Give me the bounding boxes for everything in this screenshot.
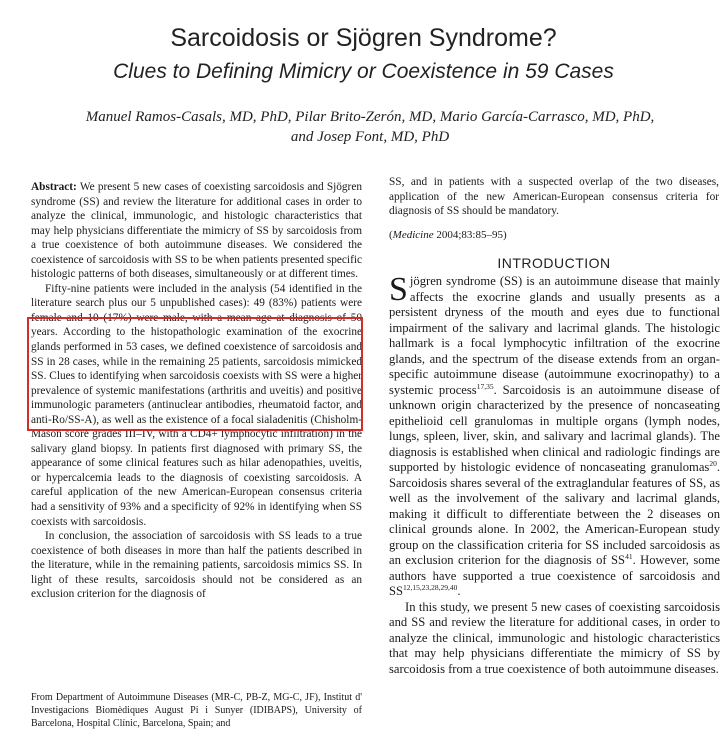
intro-text-e: . [457,584,461,598]
author-list [40,107,700,147]
citation-journal: Medicine [392,229,434,241]
introduction-paragraph-2: In this study, we present 5 new cases of coexisting sarcoidosis and SS and review the literature for additional cases, in order to analyze the clinical, immunologic and histologic characteristics that may help physicians differentiate the mimicry of SS by sarcoidosis from a true coexistence of both autoimmune diseases. [389,599,720,676]
article-title: Sarcoidosis or Sjögren Syndrome? [170,24,557,52]
introduction-paragraph-1 [389,271,720,600]
abstract-paragraph-3: In conclusion, the association of sarcoidosis with SS leads to a true coexistence of both diseases in more than half the patients described in the literature, while in the remaining patients, sarcoidosis mimics SS. In light of these results, sarcoidosis should not be considered as an exclusion criterion for the diagnosis of [31,530,362,601]
abstract-continued-text: SS, and in patients with a suspected overlap of the two diseases, application of the new American-European consensus criteria for diagnosis of SS should be mandatory. [389,176,719,217]
drop-cap: S [389,271,408,308]
reference-41[interactable]: 41 [625,551,633,561]
intro-text-b: . Sarcoidosis is an autoimmune disease of unknown origin characterized by the presence of noncaseating epithelioid cell granulomas in multiple organs (lymph nodes, lungs, spleen, liver, skin, and salivary and lacrimal glands). The diagnosis is established when clinical and radiologic findings are supported by histologic evidence of noncaseating granulomas [389,382,720,474]
abstract-paragraph-1 [31,180,362,282]
article-subtitle: Clues to Defining Mimicry or Coexistence in 59 Cases [113,60,614,83]
reference-17-35[interactable]: 17,35 [476,381,494,391]
citation: (Medicine 2004;83:85–95) [389,229,507,241]
section-heading-introduction: INTRODUCTION [497,255,611,271]
citation-details: 2004;83:85–95) [433,229,507,241]
intro-text-d: . However, some authors have supported a true coexistence of sarcoidosis and SS [389,553,720,598]
affiliation-footnote: From Department of Autoimmune Diseases (MR-C, PB-Z, MG-C, JF), Institut d' Investigacions Biomèdiques August Pi i Sunyer (IDIBAPS), University of Barcelona, Hospital Clínic, Barcelona, Spain; and [31,692,362,729]
reference-12-40[interactable]: 12,15,23,28,29,40 [403,582,458,592]
author-line-2: and Josep Font, MD, PhD [290,129,450,145]
introduction-body [389,271,720,677]
abstract-label: Abstract: [31,181,77,193]
abstract-continued [389,175,719,219]
author-line-1: Manuel Ramos-Casals, MD, PhD, Pilar Brito-Zerón, MD, Mario García-Carrasco, MD, PhD, [85,109,655,125]
intro-text-c: . Sarcoidosis shares several of the extraglandular features of SS, as well as the involvement of the salivary and lacrimal glands, making it difficult to differentiate between the 2 diseases on clinical grounds alone. In 2002, the American-European study group on the classification criteria for SS included sarcoidosis as an exclusion criterion for the diagnosis of SS [389,460,720,567]
abstract-paragraph-2: Fifty-nine patients were included in the analysis (54 identified in the literature search plus our 5 unpublished cases): 49 (83%) patients were female and 10 (17%) were male, with a mean age at diagnosis of 50 years. According to the histopathologic examination of the exocrine glands performed in 53 cases, we defined coexistence of sarcoidosis and SS in 28 cases, while in the remaining 25 patients, sarcoidosis mimicked SS. Clues to identifying when sarcoidosis coexists with SS were a higher prevalence of systemic manifestations (arthritis and uveitis) and positive immunologic parameters (antinuclear antibodies, rheumatoid factor, and anti-Ro/SS-A), as well as the existence of a focal sialadenitis (Chisholm-Mason score grades III–IV, with a CD4+ lymphocytic infiltration) in the salivary gland biopsy. In patients first diagnosed with primary SS, the appearance of some clinical features such as hilar adenopathies, uveitis, or hypercalcemia leads to the diagnosis of coexisting sarcoidosis. A careful application of the new American-European consensus criteria had a sensitivity of 93% and a specificity of 92% in identifying when SS coexists with sarcoidosis. [31,282,362,528]
reference-20[interactable]: 20 [709,458,717,468]
highlight-box [27,317,363,431]
intro-text-a: jögren syndrome (SS) is an autoimmune disease that mainly affects the exocrine glands and usually presents as a persistent dryness of the mouth and eyes due to functional impairment of the salivary and lacrimal glands. The histologic hallmark is a focal lymphocytic infiltration of the exocrine glands, and the spectrum of the disease extends from an organ-specific autoimmune disease (autoimmune exocrinopathy) to a systemic process [389,274,720,397]
abstract-text-1: We present 5 new cases of coexisting sarcoidosis and Sjögren syndrome (SS) and review the literature for additional cases in order to analyze the clinical, immunologic, and histologic characteristics that may help physicians differentiate the mimicry of SS by sarcoidosis from a true coexistence of both autoimmune diseases. We considered the coexistence of sarcoidosis with SS to be when patients presented specific histologic patterns of both diseases, simultaneously or at different times. [31,181,362,281]
